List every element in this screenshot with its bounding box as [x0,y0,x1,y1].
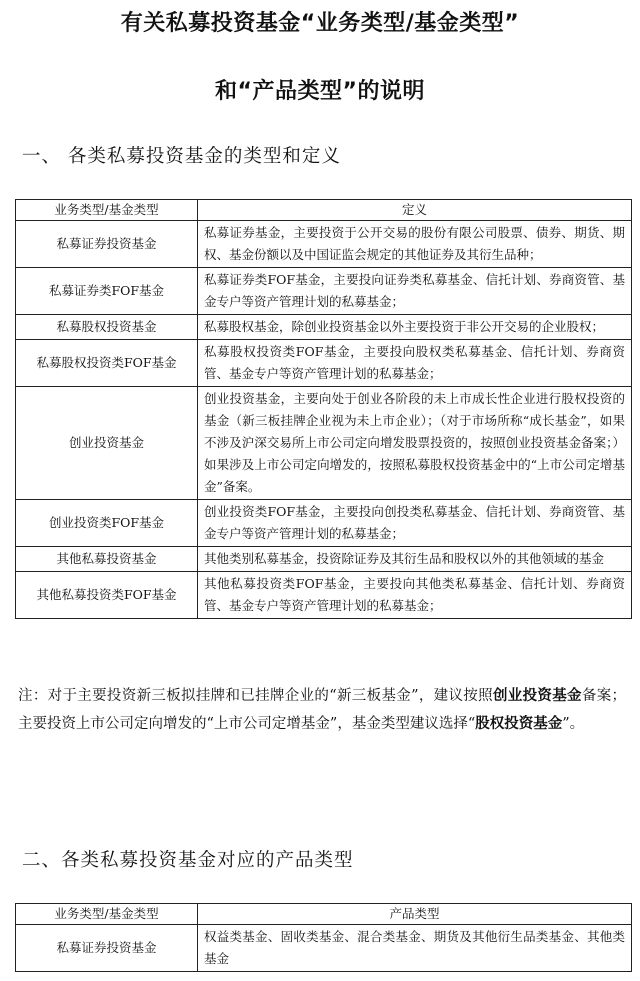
table-row [16,547,632,572]
definition-cell: 私募股权投资类FOF基金，主要投向股权类私募基金、信托计划、券商资管、基金专户等资产管理计划的私募基金； [198,340,632,387]
fund-type-definition-table [15,199,632,619]
definition-cell: 其他私募投资类FOF基金，主要投向其他类私募基金、信托计划、券商资管、基金专户等资产管理计划的私募基金； [198,572,632,619]
note-bold-equity: 股权投资基金 [475,715,563,732]
section-2-heading: 二、各类私募投资基金对应的产品类型 [22,850,354,871]
fund-type-cell: 其他私募投资类FOF基金 [16,572,198,619]
section-1-heading: 一、 各类私募投资基金的类型和定义 [22,146,341,167]
fund-type-cell: 创业投资类FOF基金 [16,500,198,547]
definition-cell: 私募证券基金，主要投资于公开交易的股份有限公司股票、债券、期货、期权、基金份额以及中国证监会规定的其他证券及其衍生品种； [198,221,632,268]
definition-cell: 创业投资类FOF基金，主要投向创投类私募基金、信托计划、券商资管、基金专户等资产管理计划的私募基金； [198,500,632,547]
definition-cell: 其他类别私募基金，投资除证券及其衍生品和股权以外的其他领域的基金 [198,547,632,572]
definition-cell: 私募股权基金，除创业投资基金以外主要投资于非公开交易的企业股权； [198,315,632,340]
document-title-line-1: 有关私募投资基金“业务类型/基金类型” [120,11,520,36]
fund-type-cell: 私募股权投资基金 [16,315,198,340]
table-row [16,500,632,547]
fund-type-cell: 私募证券投资基金 [16,925,198,972]
table-row [16,387,632,500]
definition-cell: 私募证券类FOF基金，主要投向证券类私募基金、信托计划、券商资管、基金专户等资产管理计划的私募基金； [198,268,632,315]
table-note [18,682,626,738]
product-type-table [15,903,632,972]
note-bold-venture: 创业投资基金 [492,687,582,704]
column-header-type: 业务类型/基金类型 [16,904,198,925]
table-row [16,925,632,972]
fund-type-cell: 私募证券类FOF基金 [16,268,198,315]
column-header-product-type: 产品类型 [198,904,632,925]
fund-type-cell: 私募证券投资基金 [16,221,198,268]
table-header-row [16,200,632,221]
table-row [16,268,632,315]
fund-type-cell: 其他私募投资基金 [16,547,198,572]
column-header-type: 业务类型/基金类型 [16,200,198,221]
column-header-definition: 定义 [198,200,632,221]
table-row [16,340,632,387]
document-title-line-2: 和“产品类型”的说明 [215,79,425,104]
product-type-cell: 权益类基金、固收类基金、混合类基金、期货及其他衍生品类基金、其他类基金 [198,925,632,972]
table-row [16,572,632,619]
note-text-1: 注：对于主要投资新三板拟挂牌和已挂牌企业的“新三板基金”，建议按照 [18,688,493,704]
table-row [16,315,632,340]
fund-type-cell: 私募股权投资类FOF基金 [16,340,198,387]
table-header-row [16,904,632,925]
definition-cell: 创业投资基金，主要向处于创业各阶段的未上市成长性企业进行股权投资的基金（新三板挂牌企业视为未上市企业）；（对于市场所称“成长基金”，如果不涉及沪深交易所上市公司定向增发股票投资的，按照创业投资基金备案；）如果涉及上市公司定向增发的，按照私募股权投资基金中的“上市公司定增基金”备案。 [198,387,632,500]
note-text-3: ”。 [562,716,585,732]
note-text-2: 备案；主要投资上市公司定向增发的“上市公司定增基金”，基金类型建议选择“ [18,688,627,732]
table-row [16,221,632,268]
fund-type-cell: 创业投资基金 [16,387,198,500]
